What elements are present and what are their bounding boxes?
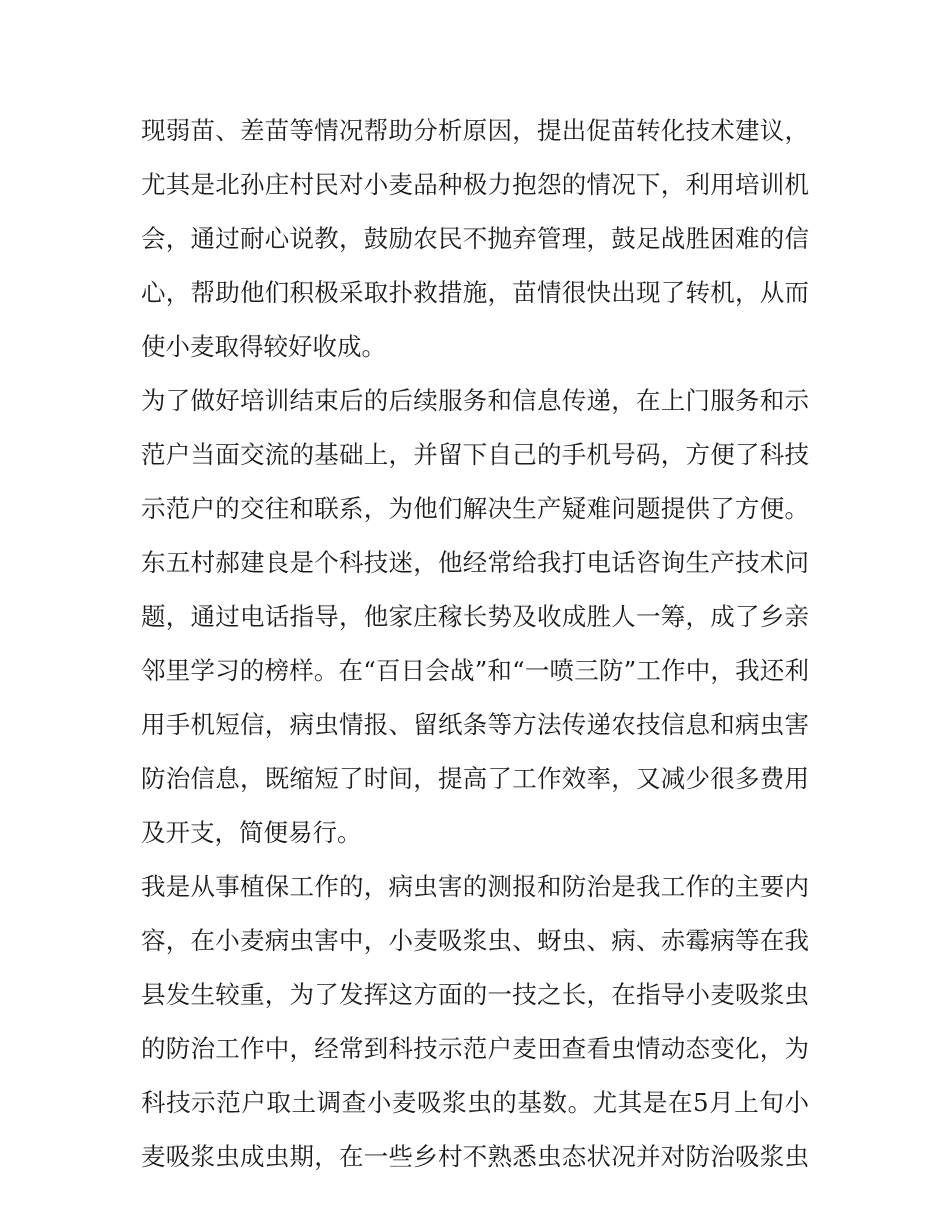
text-line: 防治信息，既缩短了时间，提高了工作效率，又减少很多费用: [141, 764, 809, 793]
text-line: 容，在小麦病虫害中，小麦吸浆虫、蚜虫、病、赤霉病等在我: [141, 926, 809, 955]
text-line: 题，通过电话指导，他家庄稼长势及收成胜人一筹，成了乡亲: [141, 602, 809, 631]
text-line: 现弱苗、差苗等情况帮助分析原因，提出促苗转化技术建议，: [141, 116, 809, 145]
document-body: [141, 104, 821, 1184]
text-line: 示范户的交往和联系，为他们解决生产疑难问题提供了方便。: [141, 494, 809, 523]
paragraph-1: [141, 104, 821, 374]
text-line: 邻里学习的榜样。在“百日会战”和“一喷三防”工作中，我还利: [141, 656, 809, 685]
text-line: 使小麦取得较好收成。: [141, 332, 386, 361]
text-line: 麦吸浆虫成虫期，在一些乡村不熟悉虫态状况并对防治吸浆虫: [141, 1142, 809, 1171]
text-line: 会，通过耐心说教，鼓励农民不抛弃管理，鼓足战胜困难的信: [141, 224, 809, 253]
text-line: 为了做好培训结束后的后续服务和信息传递，在上门服务和示: [141, 386, 809, 415]
paragraph-2: [141, 374, 821, 860]
text-line: 用手机短信，病虫情报、留纸条等方法传递农技信息和病虫害: [141, 710, 809, 739]
text-line: 东五村郝建良是个科技迷，他经常给我打电话咨询生产技术问: [141, 548, 809, 577]
text-line: 的防治工作中，经常到科技示范户麦田查看虫情动态变化，为: [141, 1034, 809, 1063]
text-line: 范户当面交流的基础上，并留下自己的手机号码，方便了科技: [141, 440, 809, 469]
text-line: 尤其是北孙庄村民对小麦品种极力抱怨的情况下，利用培训机: [141, 170, 809, 199]
paragraph-3: [141, 860, 821, 1184]
text-line: 我是从事植保工作的，病虫害的测报和防治是我工作的主要内: [141, 872, 809, 901]
text-line: 及开支，简便易行。: [141, 818, 362, 847]
text-line: 心，帮助他们积极采取扑救措施，苗情很快出现了转机，从而: [141, 278, 809, 307]
text-line: 县发生较重，为了发挥这方面的一技之长，在指导小麦吸浆虫: [141, 980, 809, 1009]
text-line: 科技示范户取土调查小麦吸浆虫的基数。尤其是在5月上旬小: [141, 1088, 809, 1117]
